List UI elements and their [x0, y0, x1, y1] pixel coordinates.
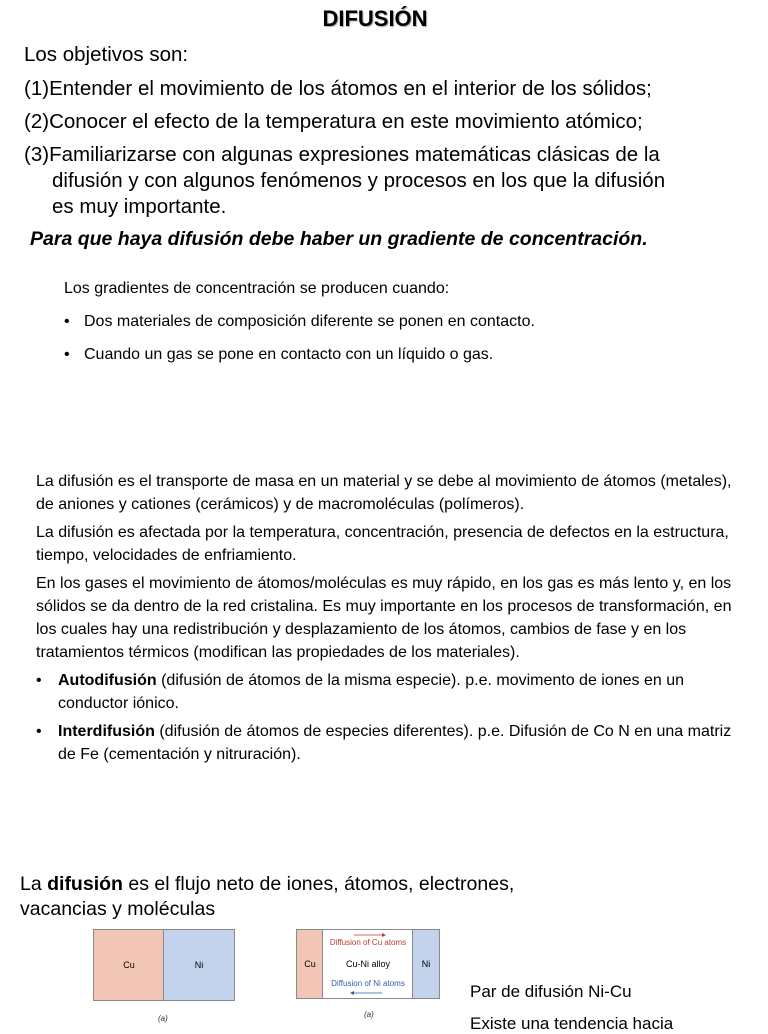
definition-text: [20, 872, 630, 922]
emphasis-statement: Para que haya difusión debe haber un gradiente de concentración.: [30, 228, 648, 250]
page-title: DIFUSIÓN: [322, 6, 428, 31]
arrow-left-icon: [324, 989, 412, 997]
figure-a-caption: (a): [158, 1014, 168, 1023]
term-description: (difusión de átomos de especies diferentes). p.e. Difusión de Co N en una matriz de Fe (cementación y nitruración).: [58, 723, 732, 763]
diffusion-couple-figure-a: [93, 929, 235, 1001]
alloy-region: [322, 929, 414, 999]
nickel-label: Ni: [194, 960, 204, 970]
objective-number: (3): [24, 143, 50, 166]
gradients-block: [64, 278, 535, 366]
alloy-label: Cu-Ni alloy: [345, 959, 390, 969]
gradients-list: [64, 311, 535, 366]
nickel-diffusion-label: Diffusion of Ni atoms: [331, 979, 405, 988]
objective-number: (2): [24, 110, 50, 133]
body-paragraph: En los gases el movimiento de átomos/moléculas es muy rápido, en los gas es más lento y, en los sólidos se da dentro de la red cristalina. Es muy importante en los procesos de transformación, en los cuales hay una redistribución y desplazamiento de los átomos, cambios de fase y en los tratamientos térmicos (modifican las propiedades de los materiales).: [36, 575, 732, 661]
objective-text-continued: es muy importante.: [52, 195, 227, 218]
nickel-block: [163, 929, 235, 1001]
figure-b-caption: (a): [364, 1010, 374, 1019]
objective-item-2: [24, 109, 744, 135]
nickel-block: [412, 929, 440, 999]
body-text-block: [36, 470, 741, 771]
diffusion-couple-figure-b: [296, 929, 442, 1001]
copper-label: Cu: [304, 959, 316, 969]
term-description: (difusión de átomos de la misma especie). p.e. movimento de iones en un conductor iónico.: [58, 672, 685, 712]
objective-item-1: [24, 76, 744, 102]
objectives-intro: Los objetivos son:: [24, 43, 189, 66]
definition-line-2: vacancias y moléculas: [20, 898, 216, 920]
objective-number: (1): [24, 77, 50, 100]
objective-text: Entender el movimiento de los átomos en el interior de los sólidos;: [49, 77, 652, 100]
term: Autodifusión: [58, 672, 157, 689]
objective-text-continued: difusión y con algunos fenómenos y procesos en los que la difusión: [52, 169, 666, 192]
objective-text: Conocer el efecto de la temperatura en este movimiento atómico;: [49, 110, 643, 133]
objective-text: Familiarizarse con algunas expresiones matemáticas clásicas de la: [49, 143, 660, 166]
cut-off-text: Existe una tendencia hacia: [470, 1014, 674, 1033]
definition-prefix: La: [20, 873, 48, 895]
body-paragraph: La difusión es el transporte de masa en un material y se debe al movimiento de átomos (metales), de aniones y cationes (cerámicos) y de macromoléculas (polímeros).: [36, 473, 732, 513]
list-item: [36, 720, 741, 766]
list-item: • Dos materiales de composición diferente se ponen en contacto.: [64, 311, 535, 333]
gradients-intro: Los gradientes de concentración se producen cuando:: [64, 280, 450, 297]
term: Interdifusión: [58, 723, 155, 740]
copper-label: Cu: [123, 960, 135, 970]
body-paragraph: La difusión es afectada por la temperatura, concentración, presencia de defectos en la estructura, tiempo, velocidades de enfriamiento.: [36, 524, 729, 564]
nickel-label: Ni: [421, 959, 431, 969]
objective-item-3: [24, 142, 744, 168]
objectives-block: [24, 42, 744, 220]
definition-body: es el flujo neto de iones, átomos, electrones,: [122, 873, 515, 895]
copper-block: [296, 929, 324, 999]
diffusion-couple-label: Par de difusión Ni-Cu: [470, 982, 632, 1001]
list-item: [36, 669, 741, 715]
list-item: • Cuando un gas se pone en contacto con un líquido o gas.: [64, 344, 535, 366]
diffusion-types-list: [36, 669, 741, 766]
copper-block: [93, 929, 165, 1001]
definition-term: difusión: [47, 873, 123, 895]
copper-diffusion-label: Diffusion of Cu atoms: [329, 938, 407, 947]
